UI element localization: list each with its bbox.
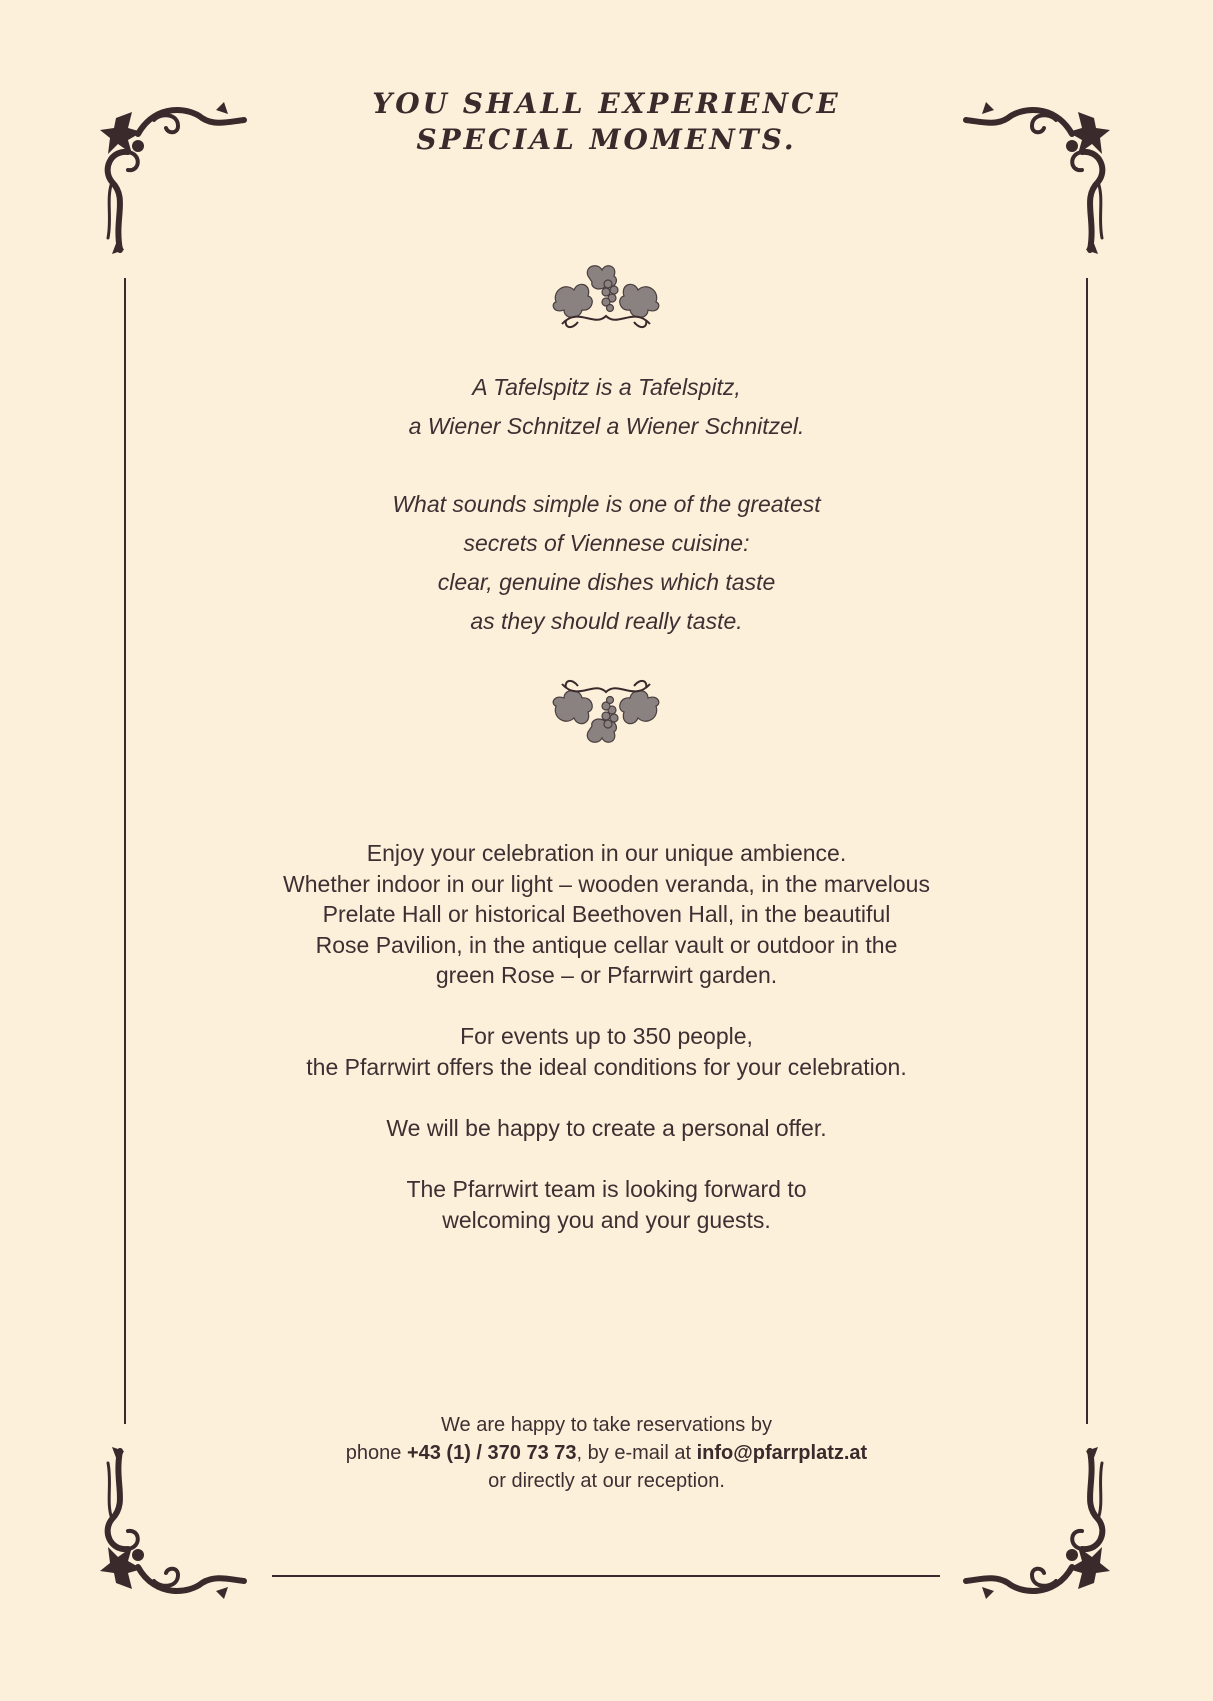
paragraph-line: Enjoy your celebration in our unique ambience.: [366, 840, 847, 866]
paragraph-line: The Pfarrwirt team is looking forward to: [406, 1176, 807, 1202]
paragraph-line: Rose Pavilion, in the antique cellar vault or outdoor in the: [315, 931, 898, 958]
frame-bottom-line: [272, 1575, 940, 1577]
reservation-line: We are happy to take reservations by: [441, 1414, 772, 1436]
paragraph-line: welcoming you and your guests.: [442, 1206, 771, 1233]
reservation-info: [0, 1411, 1213, 1495]
email-prefix: , by e-mail at: [576, 1442, 697, 1464]
phone-prefix: phone: [345, 1442, 407, 1464]
paragraph-line: the Pfarrwirt offers the ideal conditions for your celebration.: [306, 1053, 907, 1080]
quote-block-2: [0, 485, 1213, 641]
quote-line: a Wiener Schnitzel a Wiener Schnitzel.: [408, 413, 805, 439]
quote-line: What sounds simple is one of the greatest: [392, 491, 821, 517]
reservation-contact-line: [0, 1439, 1213, 1467]
page-title-line-2: SPECIAL MOMENTS.: [416, 123, 797, 156]
paragraph-team: [0, 1174, 1213, 1235]
flourish-corner-icon: [98, 98, 248, 258]
paragraph-line: green Rose – or Pfarrwirt garden.: [435, 962, 778, 988]
grapevine-ornament-icon: [548, 262, 664, 332]
phone-number-link[interactable]: +43 (1) / 370 73 73: [406, 1442, 577, 1464]
quote-block-1: [0, 368, 1213, 446]
reservation-line: or directly at our reception.: [488, 1470, 725, 1492]
page-title-line-1: YOU SHALL EXPERIENCE: [372, 87, 841, 120]
paragraph-ambience: [0, 838, 1213, 991]
email-link[interactable]: info@pfarrplatz.at: [696, 1442, 868, 1464]
quote-line: clear, genuine dishes which taste: [437, 569, 776, 595]
paragraph-offer: [0, 1113, 1213, 1144]
paragraph-line: For events up to 350 people,: [460, 1023, 753, 1049]
paragraph-line: Whether indoor in our light – wooden veranda, in the marvelous: [283, 870, 930, 897]
paragraph-line: Prelate Hall or historical Beethoven Hall, in the beautiful: [322, 901, 891, 927]
quote-line: secrets of Viennese cuisine:: [463, 530, 750, 556]
paragraph-line: We will be happy to create a personal offer.: [386, 1115, 827, 1141]
grapevine-ornament-icon: [548, 676, 664, 746]
flourish-corner-icon: [962, 98, 1112, 258]
quote-line: as they should really taste.: [470, 608, 743, 634]
paragraph-events: [0, 1021, 1213, 1082]
quote-line: A Tafelspitz is a Tafelspitz,: [472, 374, 741, 400]
